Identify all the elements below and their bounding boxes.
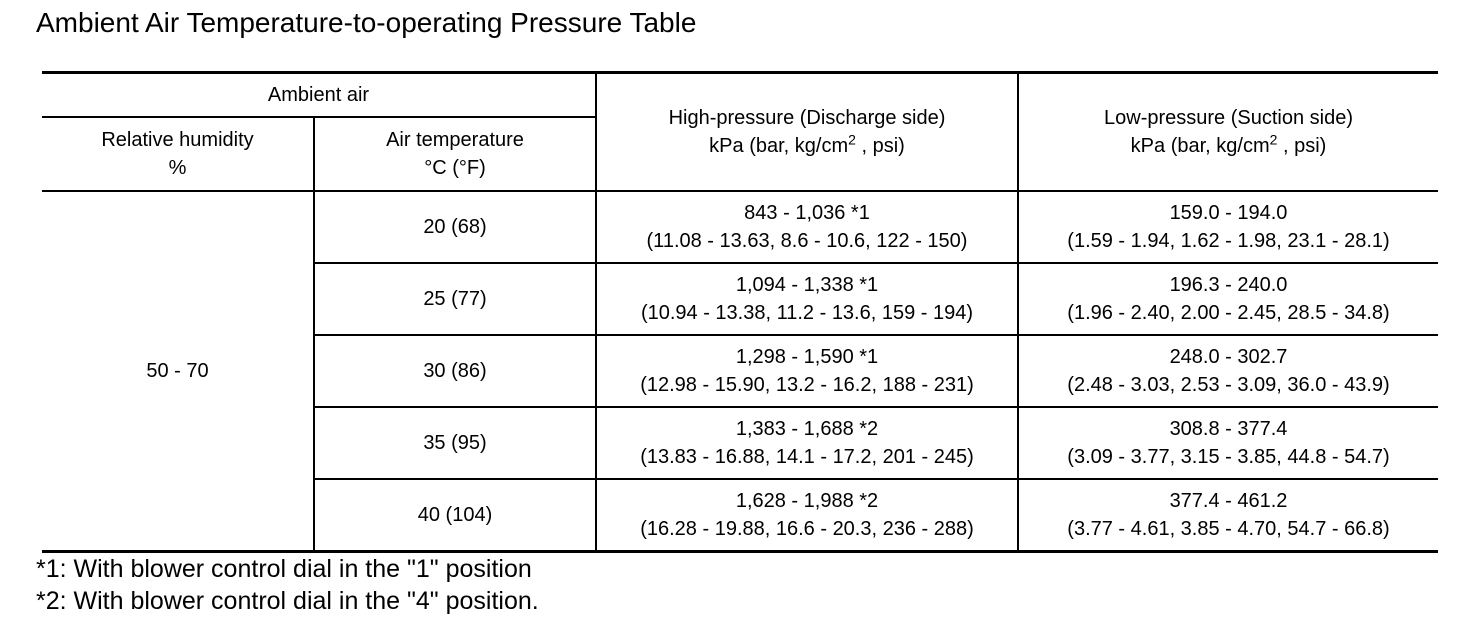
low-pressure-cell: 159.0 - 194.0 (1.59 - 1.94, 1.62 - 1.98, 23.1 - 28.1) [1018,191,1438,263]
air-temp-cell: 35 (95) [314,407,596,479]
header-low-pressure-title: Low-pressure (Suction side) [1104,107,1353,129]
page-title: Ambient Air Temperature-to-operating Pressure Table [36,7,697,38]
air-temp-cell: 40 (104) [314,479,596,552]
header-relative-humidity: Relative humidity % [42,117,314,191]
low-pressure-cell: 196.3 - 240.0 (1.96 - 2.40, 2.00 - 2.45, 28.5 - 34.8) [1018,263,1438,335]
air-temp-cell: 25 (77) [314,263,596,335]
header-air-temperature: Air temperature °C (°F) [314,117,596,191]
air-temp-cell: 20 (68) [314,191,596,263]
air-temp-cell: 30 (86) [314,335,596,407]
low-pressure-cell: 377.4 - 461.2 (3.77 - 4.61, 3.85 - 4.70, 54.7 - 66.8) [1067,490,1390,540]
footnotes [36,553,539,617]
footnote-1: *1: With blower control dial in the "1" position [36,555,532,583]
footnote-2: *2: With blower control dial in the "4" position. [36,587,539,615]
relative-humidity-value: 50 - 70 [42,191,314,552]
high-pressure-cell: 1,628 - 1,988 *2 (16.28 - 19.88, 16.6 - 20.3, 236 - 288) [596,479,1018,552]
high-pressure-cell: 1,094 - 1,338 *1 (10.94 - 13.38, 11.2 - 13.6, 159 - 194) [596,263,1018,335]
header-low-pressure [1018,73,1438,192]
low-pressure-cell: 248.0 - 302.7 (2.48 - 3.03, 2.53 - 3.09, 36.0 - 43.9) [1018,335,1438,407]
pressure-table [42,71,1438,553]
high-pressure-cell: 1,383 - 1,688 *2 (13.83 - 16.88, 14.1 - 17.2, 201 - 245) [596,407,1018,479]
header-ambient-air: Ambient air [42,73,596,118]
high-pressure-cell: 843 - 1,036 *1 (11.08 - 13.63, 8.6 - 10.6, 122 - 150) [596,191,1018,263]
header-high-pressure-title: High-pressure (Discharge side) [668,107,946,129]
table-row [42,191,1438,263]
high-pressure-cell: 1,298 - 1,590 *1 (12.98 - 15.90, 13.2 - 16.2, 188 - 231) [596,335,1018,407]
header-high-pressure-unit: kPa (bar, $kg/cm^2$ , psi) [709,131,905,157]
low-pressure-cell: 308.8 - 377.4 (3.09 - 3.77, 3.15 - 3.85, 44.8 - 54.7) [1018,407,1438,479]
header-high-pressure [596,73,1018,192]
header-low-pressure-unit: kPa (bar, $kg/cm^2$ , psi) [1130,131,1327,157]
